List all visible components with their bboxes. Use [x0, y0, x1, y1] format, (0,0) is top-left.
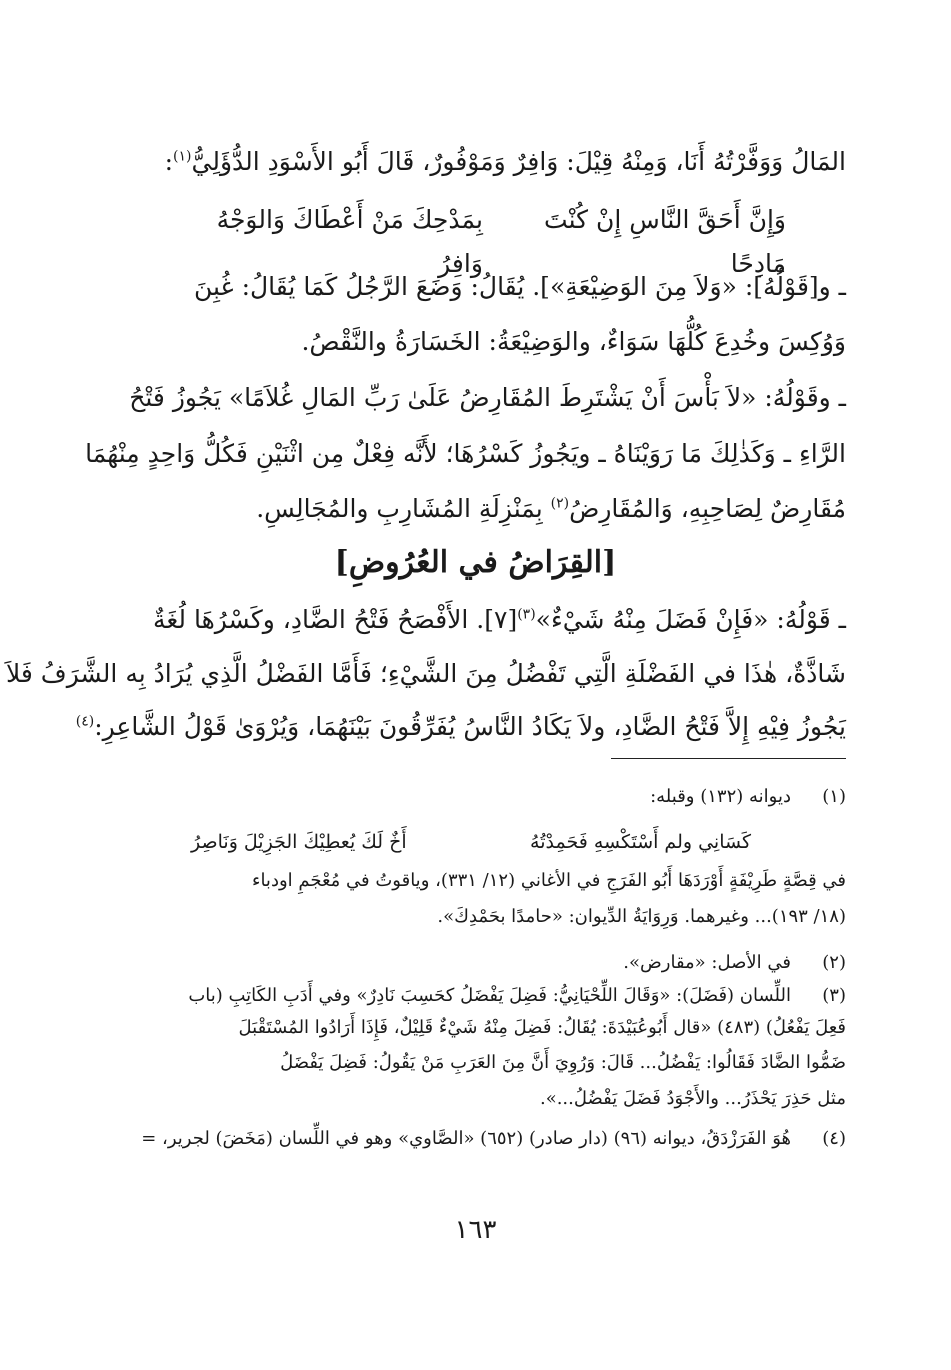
text-line: وَوُكِسَ وخُدِعَ كُلُّهَا سَوَاءٌ، والوَضِيْعَةُ: الخَسَارَةُ والنَّقْصُ. [301, 327, 846, 356]
footnote-line: فَعِلَ يَفْعُلُ) (٤٨٣) «قال أَبُوعُبَيْدَةَ: يُقَالُ: فَضِلَ مِنْهُ شَيْءٌ قَلِيْلٌ، فَإِذَا أَرَادُوا المُسْتَقْبَلَ [238, 1017, 846, 1038]
text-line-tail: بِمَنْزِلَةِ المُشَارِبِ والمُجَالِسِ. [256, 494, 543, 523]
footnote-line: (١٨/ ١٩٣)... وغيرهما. وَرِوَايَةُ الدِّيوان: «حامدًا بحَمْدِكَ». [437, 906, 846, 927]
page-number: ١٦٣ [454, 1215, 497, 1245]
footnote-number: (٢) [822, 952, 846, 973]
text-line [105, 598, 846, 642]
footnote-number: (٤) [822, 1128, 846, 1149]
footnote-line: في قِصَّةٍ طَرِيْفَةٍ أَوْرَدَهَا أَبُو الفَرَجِ في الأغاني (١٢/ ٣٣١)، وياقوتُ في مُعْجَمِ اودباء [251, 870, 846, 891]
verse-right-hemistich: وَإِنَّ أَحَقَّ النَّاسِ إِنْ كُنْتَ مَادِحًا [544, 205, 786, 278]
text-line: الرَّاءِ ـ وَكَذٰلِكَ مَا رَوَيْنَاهُ ـ ويَجُوزُ كَسْرُهَا؛ لأَنَّه فِعْلٌ مِن اثْنَيْنِ فَكُلُّ وَاحِدٍ مِنْهُمَا [85, 439, 846, 468]
text-line [105, 140, 846, 184]
text-line: ـ وقَوْلُهُ: «لاَ بَأْسَ أَنْ يَشْتَرِطَ المُقَارِضُ عَلَىٰ رَبِّ المَالِ غُلاَمًا» يَجُوزُ فَتْحُ [129, 383, 846, 412]
footnote-line: في الأصل: «مقارض». [623, 952, 791, 973]
verse-left-hemistich: أَخٌ لَكَ يُعطِيْكَ الجَزِيْلَ وَنَاصِرُ [191, 831, 407, 853]
text-line [75, 705, 846, 749]
footnote-line: مثل حَذِرَ يَحْذَرُ... والأَجْوَدُ فَضَلَ يَفْضُلُ...». [539, 1088, 846, 1109]
text-line-body: يَجُوزُ فِيْهِ إِلاَّ فَتْحُ الضَّادِ، ولاَ يَكَادُ النَّاسُ يُفَرِّقُونَ بَيْنَهُمَا، وَيُرْوَىٰ قَوْلُ الشَّاعِرِ: [94, 712, 846, 741]
text-line-body: ـ قَوْلُهُ: «فَإِنْ فَضَلَ مِنْهُ شَيْءٌ» [535, 605, 846, 634]
section-heading: [القِرَاضُ في العُرُوضِ] [334, 545, 617, 580]
footnote-mark: (١) [173, 148, 192, 165]
text-line: شَاذَّةٌ، هٰذَا في الفَضْلَةِ الَّتِي تَفْضُلُ مِنَ الشَّيْءِ؛ فَأَمَّا الفَضْلُ الَّذِي يُرَادُ بِه الشَّرَفُ فَلاَ [5, 659, 846, 688]
text-line [105, 487, 846, 531]
verse-left-hemistich: بِمَدْحِكَ مَنْ أَعْطَاكَ وَالوَجْهُ وَافِرُ [216, 205, 483, 278]
footnote-number: (١) [822, 786, 846, 807]
footnote-mark: (٢) [550, 495, 570, 512]
text-line-body: مُقَارِضٌ لِصَاحِبِهِ، وَالمُقَارِضُ [569, 494, 846, 523]
text-line: ـ و[قَوْلُهُ]: «وَلاَ مِنَ الوَضِيْعَةِ»]. يُقَالُ: وَضَعَ الرَّجُلُ كَمَا يُقَالُ: غُبِنَ [193, 272, 846, 301]
footnote-mark: (٤) [75, 713, 95, 730]
footnote-line: ديوانه (١٣٢) وقبله: [650, 786, 791, 807]
footnote-line: هُوَ الفَرَزْدَقُ، ديوانه (٩٦) (دار صادر) (٦٥٢) «الصَّاوي» وهو في اللِّسان (مَخَضَ) لجرير، = [141, 1128, 791, 1149]
footnote-line: اللِّسان (فَضَلَ): «وَقَالَ اللِّحْيَانِيُّ: فَضِلَ يَفْضَلُ كحَسِبَ نَادِرٌ» وفي أَدَبِ الكَاتِبِ (باب [188, 985, 791, 1006]
text-line-tail: [٧]. الأَفْصَحُ فَتْحُ الضَّادِ، وكَسْرُهَا لُغَةٌ [152, 605, 518, 634]
text-line-tail: : [164, 147, 174, 176]
footnote-separator [611, 758, 846, 759]
text-line-body: المَالُ وَوَفَّرْتُهُ أَنَا، وَمِنْهُ قِيْلَ: وَافِرٌ وَمَوْفُورٌ، قَالَ أَبُو الأَسْوَدِ الدُّؤَلِيُّ [191, 147, 846, 176]
footnote-mark: (٣) [517, 606, 536, 623]
footnote-line: ضَمُّوا الضَّادَ فَقَالُوا: يَفْضُلُ... قَالَ: وَرُوِيَ أَنَّ مِنَ العَرَبِ مَنْ يَقُولُ: فَضِلَ يَفْضَلُ [280, 1052, 846, 1073]
verse-right-hemistich: كَسَانِي ولم أَسْتَكْسِهِ فَحَمِدْتُهُ [530, 831, 751, 853]
footnote-verse [191, 826, 751, 858]
footnote-number: (٣) [822, 985, 846, 1006]
